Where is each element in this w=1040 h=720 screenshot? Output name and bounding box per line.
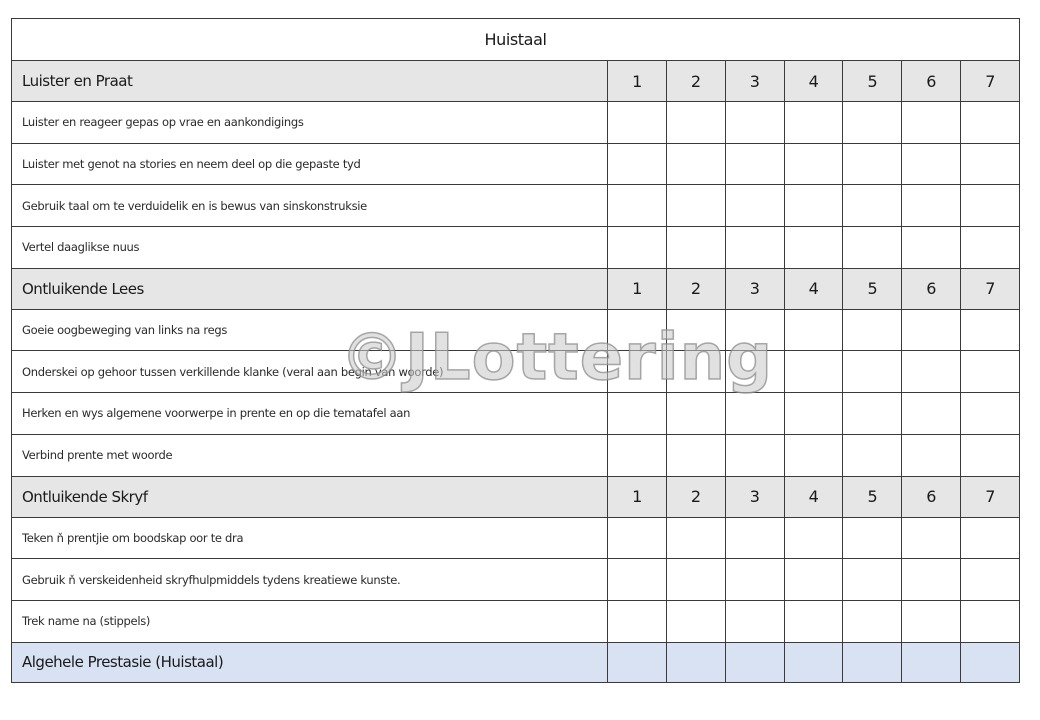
score-cell[interactable]: [902, 434, 961, 476]
score-cell[interactable]: [666, 143, 725, 185]
score-cell[interactable]: [608, 227, 667, 269]
score-cell[interactable]: [666, 309, 725, 351]
score-cell[interactable]: [608, 351, 667, 393]
score-cell[interactable]: [961, 143, 1020, 185]
criterion-row: [12, 434, 1020, 476]
score-cell[interactable]: [961, 517, 1020, 559]
score-cell[interactable]: [608, 559, 667, 601]
score-cell[interactable]: [725, 227, 784, 269]
criterion-row: [12, 559, 1020, 601]
column-number: 1: [608, 61, 667, 102]
score-cell[interactable]: [784, 517, 843, 559]
score-cell[interactable]: [961, 559, 1020, 601]
column-number: 4: [784, 61, 843, 102]
score-cell[interactable]: [725, 434, 784, 476]
column-number: 7: [961, 476, 1020, 517]
score-cell[interactable]: [666, 600, 725, 642]
column-number: 2: [666, 476, 725, 517]
score-cell[interactable]: [666, 434, 725, 476]
score-cell[interactable]: [608, 185, 667, 227]
score-cell[interactable]: [784, 102, 843, 144]
assessment-table: [11, 18, 1020, 683]
score-cell[interactable]: [902, 351, 961, 393]
column-number: 7: [961, 268, 1020, 309]
score-cell[interactable]: [902, 102, 961, 144]
score-cell[interactable]: [902, 559, 961, 601]
criterion-row: [12, 351, 1020, 393]
score-cell[interactable]: [902, 143, 961, 185]
score-cell[interactable]: [608, 102, 667, 144]
score-cell[interactable]: [902, 393, 961, 435]
criterion-label: Trek name na (stippels): [12, 600, 608, 642]
score-cell[interactable]: [784, 600, 843, 642]
score-cell[interactable]: [843, 227, 902, 269]
criterion-row: [12, 143, 1020, 185]
score-cell[interactable]: [725, 393, 784, 435]
criterion-row: [12, 185, 1020, 227]
score-cell[interactable]: [902, 600, 961, 642]
score-cell[interactable]: [725, 309, 784, 351]
score-cell[interactable]: [666, 102, 725, 144]
column-number: 3: [725, 476, 784, 517]
column-number: 5: [843, 61, 902, 102]
score-cell[interactable]: [902, 517, 961, 559]
score-cell[interactable]: [961, 600, 1020, 642]
criterion-label: Vertel daaglikse nuus: [12, 227, 608, 269]
score-cell[interactable]: [961, 185, 1020, 227]
score-cell[interactable]: [725, 517, 784, 559]
score-cell[interactable]: [961, 227, 1020, 269]
score-cell[interactable]: [902, 227, 961, 269]
section-heading: Luister en Praat: [12, 61, 608, 102]
criterion-label: Gebruik ň verskeidenheid skryfhulpmiddels tydens kreatiewe kunste.: [12, 559, 608, 601]
score-cell[interactable]: [843, 393, 902, 435]
title-row: [12, 19, 1020, 61]
overall-score-cell[interactable]: [784, 642, 843, 682]
score-cell[interactable]: [725, 559, 784, 601]
score-cell[interactable]: [666, 517, 725, 559]
section-heading: Ontluikende Lees: [12, 268, 608, 309]
score-cell[interactable]: [725, 600, 784, 642]
score-cell[interactable]: [784, 185, 843, 227]
overall-score-cell[interactable]: [666, 642, 725, 682]
criterion-row: [12, 227, 1020, 269]
score-cell[interactable]: [902, 185, 961, 227]
criterion-label: Teken ň prentjie om boodskap oor te dra: [12, 517, 608, 559]
score-cell[interactable]: [725, 185, 784, 227]
score-cell[interactable]: [961, 102, 1020, 144]
score-cell[interactable]: [666, 351, 725, 393]
score-cell[interactable]: [784, 309, 843, 351]
score-cell[interactable]: [961, 309, 1020, 351]
score-cell[interactable]: [725, 351, 784, 393]
score-cell[interactable]: [961, 434, 1020, 476]
score-cell[interactable]: [961, 393, 1020, 435]
score-cell[interactable]: [608, 393, 667, 435]
score-cell[interactable]: [784, 227, 843, 269]
score-cell[interactable]: [961, 351, 1020, 393]
column-number: 6: [902, 476, 961, 517]
score-cell[interactable]: [784, 434, 843, 476]
column-number: 2: [666, 268, 725, 309]
criterion-label: Luister met genot na stories en neem deel op die gepaste tyd: [12, 143, 608, 185]
score-cell[interactable]: [666, 227, 725, 269]
column-number: 4: [784, 476, 843, 517]
score-cell[interactable]: [608, 600, 667, 642]
score-cell[interactable]: [843, 517, 902, 559]
table-title: Huistaal: [12, 19, 1020, 61]
column-number: 1: [608, 268, 667, 309]
overall-label: Algehele Prestasie (Huistaal): [12, 642, 608, 682]
score-cell[interactable]: [666, 393, 725, 435]
criterion-row: [12, 600, 1020, 642]
score-cell[interactable]: [784, 351, 843, 393]
criterion-row: [12, 102, 1020, 144]
overall-score-cell[interactable]: [608, 642, 667, 682]
column-number: 7: [961, 61, 1020, 102]
score-cell[interactable]: [666, 559, 725, 601]
column-number: 6: [902, 61, 961, 102]
column-number: 1: [608, 476, 667, 517]
criterion-row: [12, 393, 1020, 435]
score-cell[interactable]: [666, 185, 725, 227]
overall-score-cell[interactable]: [725, 642, 784, 682]
score-cell[interactable]: [784, 393, 843, 435]
criterion-label: Gebruik taal om te verduidelik en is bewus van sinskonstruksie: [12, 185, 608, 227]
score-cell[interactable]: [725, 102, 784, 144]
criterion-label: Luister en reageer gepas op vrae en aankondigings: [12, 102, 608, 144]
score-cell[interactable]: [784, 559, 843, 601]
score-cell[interactable]: [608, 309, 667, 351]
column-number: 2: [666, 61, 725, 102]
score-cell[interactable]: [843, 102, 902, 144]
copyright-watermark: ©JLottering: [340, 321, 774, 395]
section-header-row: [12, 61, 1020, 102]
score-cell[interactable]: [843, 600, 902, 642]
criterion-label: Onderskei op gehoor tussen verkillende klanke (veral aan begin van woorde): [12, 351, 608, 393]
section-header-row: [12, 268, 1020, 309]
score-cell[interactable]: [784, 143, 843, 185]
column-number: 6: [902, 268, 961, 309]
column-number: 5: [843, 268, 902, 309]
score-cell[interactable]: [902, 309, 961, 351]
section-header-row: [12, 476, 1020, 517]
criterion-row: [12, 309, 1020, 351]
overall-score-cell[interactable]: [961, 642, 1020, 682]
overall-score-cell[interactable]: [843, 642, 902, 682]
column-number: 3: [725, 61, 784, 102]
score-cell[interactable]: [843, 309, 902, 351]
section-heading: Ontluikende Skryf: [12, 476, 608, 517]
overall-score-cell[interactable]: [902, 642, 961, 682]
score-cell[interactable]: [725, 143, 784, 185]
column-number: 3: [725, 268, 784, 309]
criterion-row: [12, 517, 1020, 559]
score-cell[interactable]: [843, 434, 902, 476]
score-cell[interactable]: [843, 185, 902, 227]
criterion-label: Goeie oogbeweging van links na regs: [12, 309, 608, 351]
criterion-label: Verbind prente met woorde: [12, 434, 608, 476]
overall-row: [12, 642, 1020, 682]
score-cell[interactable]: [843, 143, 902, 185]
criterion-label: Herken en wys algemene voorwerpe in prente en op die tematafel aan: [12, 393, 608, 435]
score-cell[interactable]: [608, 143, 667, 185]
score-cell[interactable]: [608, 434, 667, 476]
score-cell[interactable]: [843, 351, 902, 393]
column-number: 4: [784, 268, 843, 309]
score-cell[interactable]: [608, 517, 667, 559]
score-cell[interactable]: [843, 559, 902, 601]
column-number: 5: [843, 476, 902, 517]
